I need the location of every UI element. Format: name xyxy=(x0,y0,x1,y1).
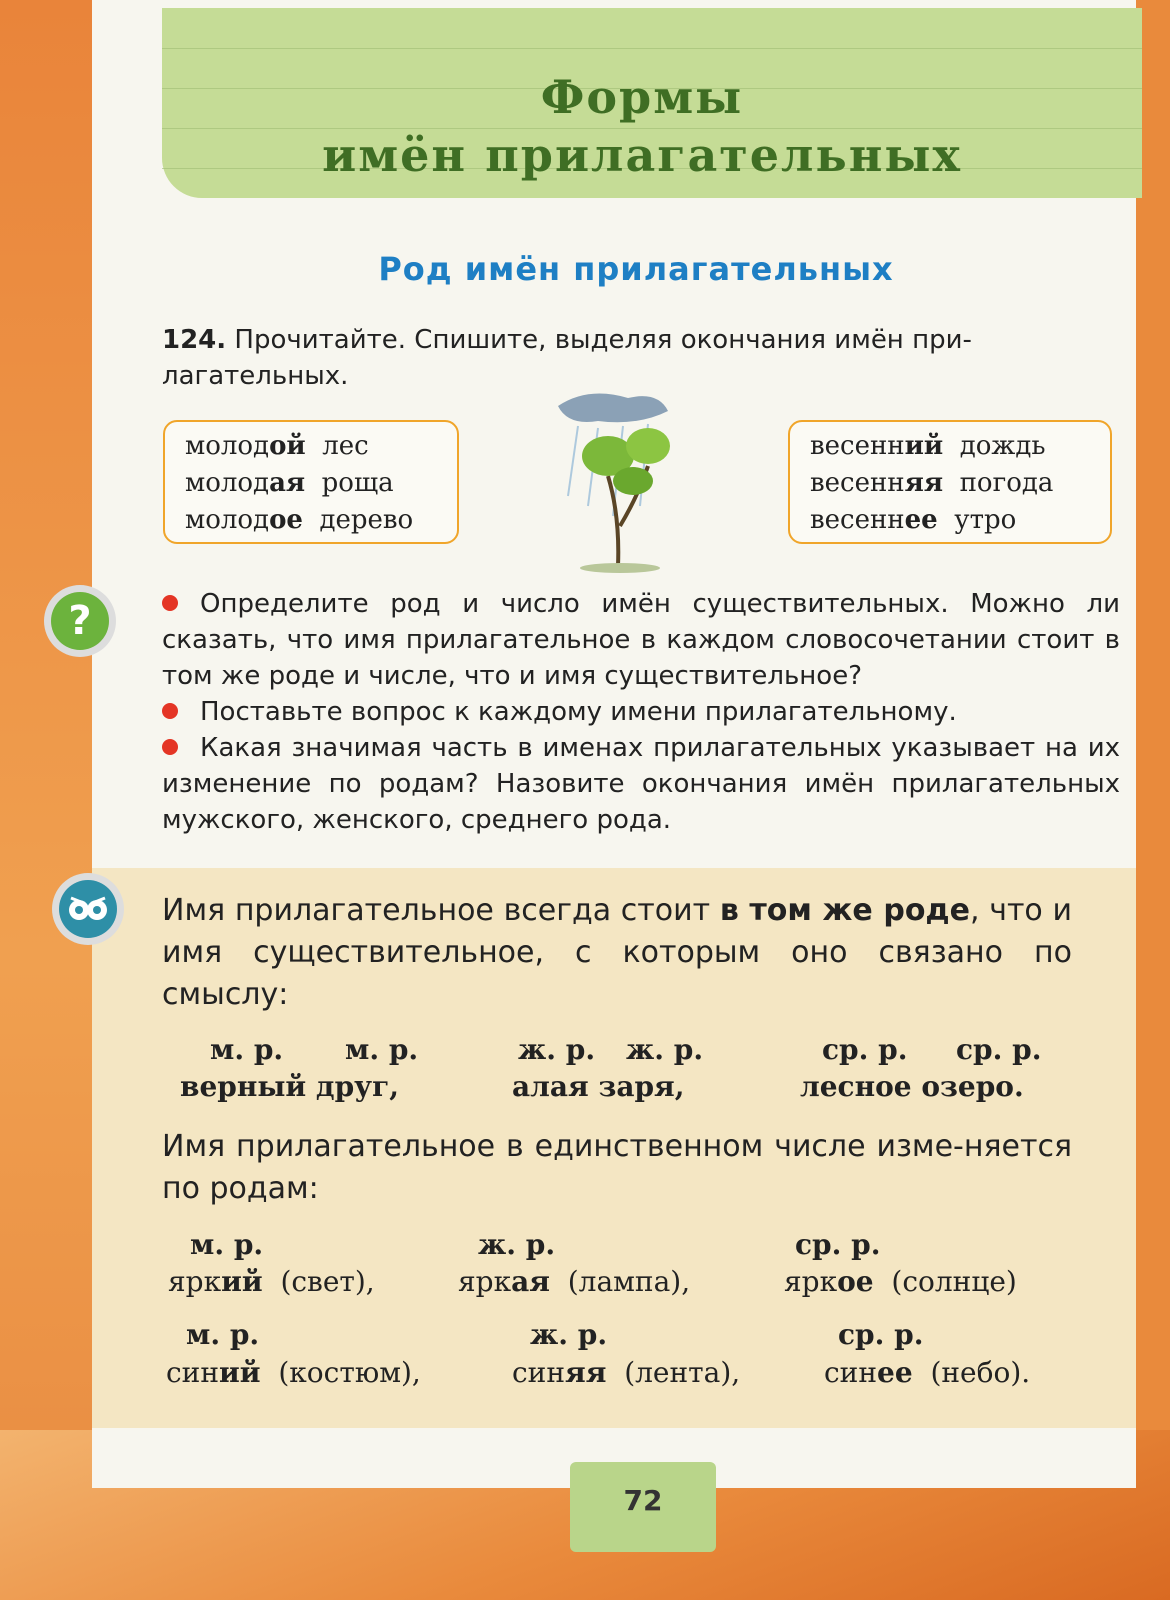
phrase-row: весеннее утро xyxy=(810,505,1017,535)
phrase-row: весенний дождь xyxy=(810,431,1046,461)
gender-label: ср. р. xyxy=(822,1033,908,1066)
example-phrase: лесное озеро. xyxy=(800,1070,1024,1103)
left-margin-decoration xyxy=(0,0,92,1600)
title-line-2: имён прилагательных xyxy=(322,128,962,182)
question-item: Определите род и число имён существительных. Можно ли сказать, что имя прилагательное в каждом словосочетании стоит в том же роде и числе, что и имя существительное? xyxy=(162,589,1120,691)
example-box-right xyxy=(788,420,1112,544)
tree-illustration xyxy=(548,386,698,576)
gender-label: м. р. xyxy=(345,1033,419,1066)
example-phrase: яркое (солнце) xyxy=(784,1265,1017,1298)
question-item: Поставьте вопрос к каждому имени прилагательному. xyxy=(162,694,1120,730)
exercise-124 xyxy=(162,322,1112,394)
gender-label: ж. р. xyxy=(518,1033,596,1066)
phrase-row: молодой лес xyxy=(185,431,369,461)
gender-label: ж. р. xyxy=(478,1228,556,1261)
phrase-row: молодая роща xyxy=(185,468,394,498)
rule-text-2: Имя прилагательное в единственном числе изме-няется по родам: xyxy=(162,1129,1072,1206)
example-phrase: синее (небо). xyxy=(824,1356,1031,1389)
title-line-1: Формы xyxy=(540,70,744,124)
bullet-icon xyxy=(162,595,178,611)
bullet-icon xyxy=(162,739,178,755)
example-phrase: яркий (свет), xyxy=(168,1265,375,1298)
gender-label: м. р. xyxy=(186,1318,260,1351)
example-phrase: яркая (лампа), xyxy=(458,1265,691,1298)
example-box-left xyxy=(163,420,459,544)
phrase-row: весенняя погода xyxy=(810,468,1054,498)
page-number: 72 xyxy=(570,1462,716,1552)
rule-emphasis: в том же роде xyxy=(719,893,970,928)
exercise-instruction: Прочитайте. Спишите, выделяя окончания имён при-лагательных. xyxy=(162,325,972,391)
exercise-number: 124. xyxy=(162,325,227,355)
bullet-icon xyxy=(162,703,178,719)
section-subtitle: Род имён прилагательных xyxy=(378,250,894,288)
rule-text-1: Имя прилагательное всегда стоит в том же роде, что и имя существительное, с которым оно связано по смыслу: xyxy=(162,893,1072,1012)
question-item: Какая значимая часть в именах прилагательных указывает на их изменение по родам? Назовите окончания имён прилагательных мужского, женского, среднего рода. xyxy=(162,733,1120,835)
example-phrase: синяя (лента), xyxy=(512,1356,741,1389)
example-phrase: верный друг, xyxy=(180,1070,399,1103)
question-list xyxy=(162,586,1120,838)
question-icon: ? xyxy=(44,585,116,657)
gender-label: ж. р. xyxy=(626,1033,704,1066)
phrase-row: молодое дерево xyxy=(185,505,414,535)
owl-icon xyxy=(52,873,124,945)
example-phrase: алая заря, xyxy=(512,1070,685,1103)
gender-label: ср. р. xyxy=(838,1318,924,1351)
gender-label: ср. р. xyxy=(956,1033,1042,1066)
gender-label: ср. р. xyxy=(795,1228,881,1261)
gender-label: ж. р. xyxy=(530,1318,608,1351)
gender-label: м. р. xyxy=(190,1228,264,1261)
example-phrase: синий (костюм), xyxy=(166,1356,421,1389)
chapter-title xyxy=(162,68,1122,184)
gender-label: м. р. xyxy=(210,1033,284,1066)
